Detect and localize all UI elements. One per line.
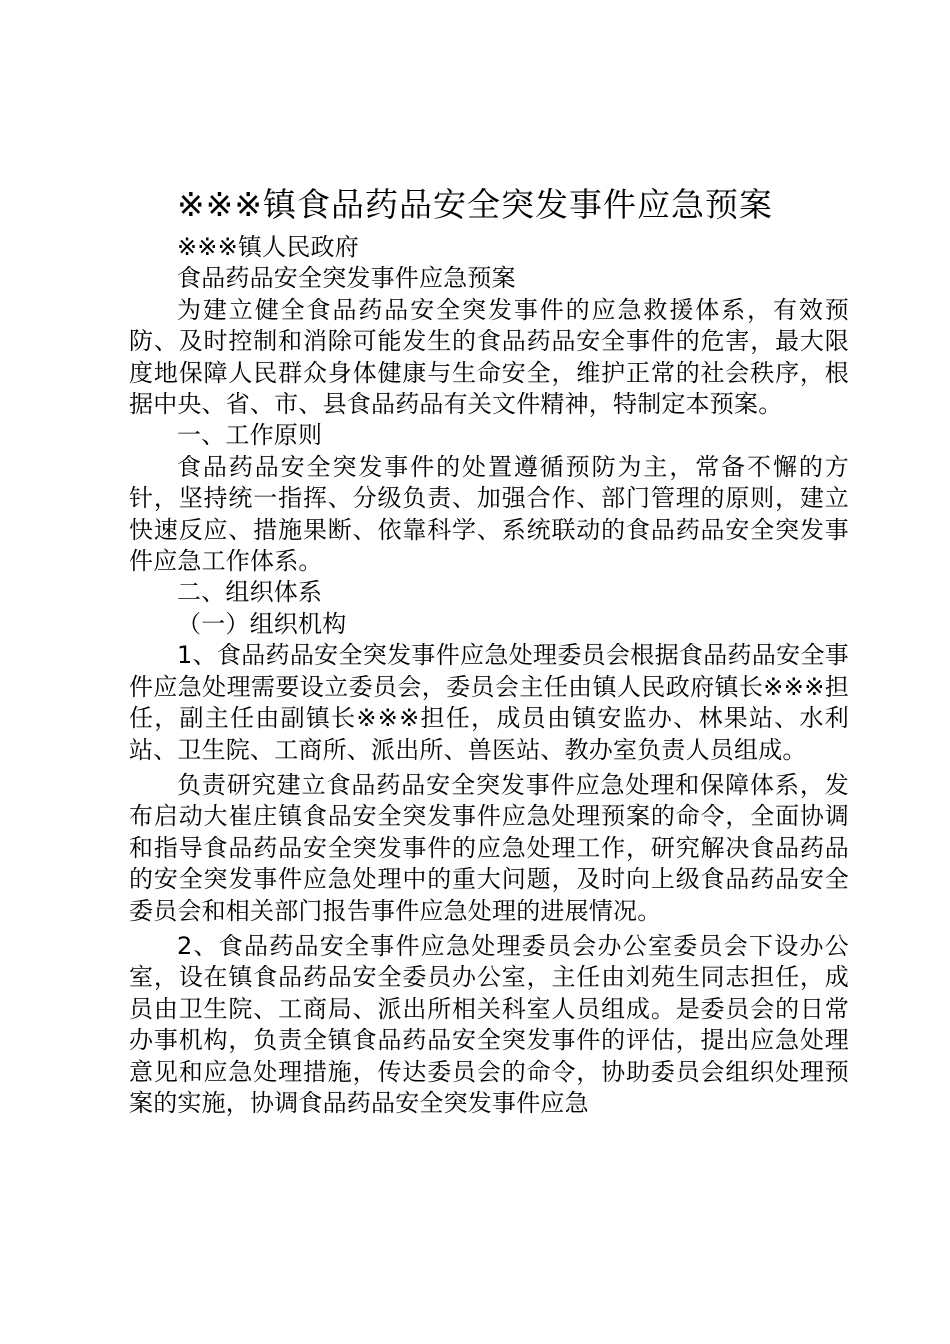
issuer-line: ※※※镇人民政府 — [177, 233, 359, 261]
section-heading-organization: 二、组织体系 — [177, 578, 323, 607]
document-title: ※※※镇食品药品安全突发事件应急预案 — [177, 185, 773, 224]
item-2-paragraph: 2、食品药品安全事件应急处理委员会办公室委员会下设办公室，设在镇食品药品安全委员办公室，主任由刘苑生同志担任，成员由卫生院、工商局、派出所相关科室人员组成。是委员会的日常办事机构，负责全镇食品药品安全突发事件的评估，提出应急处理意见和应急处理措施，传达委员会的命令，协助委员会组织处理预案的实施，协调食品药品安全突发事件应急 — [129, 931, 849, 1117]
subtitle-line: 食品药品安全突发事件应急预案 — [177, 264, 516, 293]
section-heading-principles: 一、工作原则 — [177, 421, 323, 450]
item-1-paragraph: 1、食品药品安全突发事件应急处理委员会根据食品药品安全事件应急处理需要设立委员会，委员会主任由镇人民政府镇长※※※担任，副主任由副镇长※※※担任，成员由镇安监办、林果站、水利站、卫生院、工商所、派出所、兽医站、教办室负责人员组成。 — [129, 641, 849, 764]
document-body — [129, 232, 849, 1119]
responsibilities-paragraph: 负责研究建立食品药品安全突发事件应急处理和保障体系，发布启动大崔庄镇食品安全突发事件应急处理预案的命令，全面协调和指导食品药品安全突发事件的应急处理工作，研究解决食品药品的安全突发事件应急处理中的重大问题，及时向上级食品药品安全委员会和相关部门报告事件应急处理的进展情况。 — [129, 770, 849, 925]
subsection-heading-agency: （一）组织机构 — [177, 609, 347, 638]
principles-paragraph: 食品药品安全突发事件的处置遵循预防为主，常备不懈的方针，坚持统一指挥、分级负责、加强合作、部门管理的原则，建立快速反应、措施果断、依靠科学、系统联动的食品药品安全突发事件应急工作体系。 — [129, 452, 849, 576]
intro-paragraph: 为建立健全食品药品安全突发事件的应急救援体系，有效预防、及时控制和消除可能发生的食品药品安全事件的危害，最大限度地保障人民群众身体健康与生命安全，维护正常的社会秩序，根据中央、省、市、县食品药品有关文件精神，特制定本预案。 — [129, 295, 849, 419]
